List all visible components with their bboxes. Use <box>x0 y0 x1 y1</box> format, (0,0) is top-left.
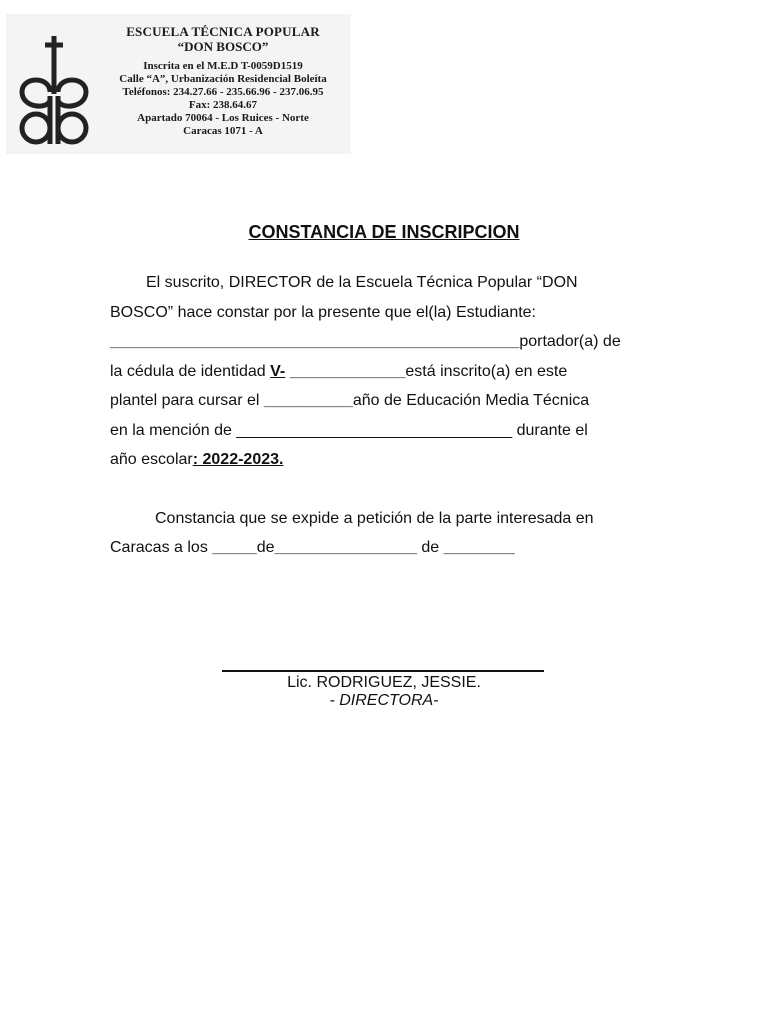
signatory-name: Lic. RODRIGUEZ, JESSIE. <box>287 674 481 691</box>
signatory-role: - DIRECTORA- <box>329 692 439 709</box>
address: Calle “A”, Urbanización Residencial Boleíta <box>119 73 327 85</box>
year-blank: __________ <box>263 392 353 409</box>
paragraph-line <box>110 268 658 298</box>
text: portador(a) de <box>519 333 621 350</box>
text: Constancia que se expide a petición de la parte interesada en <box>155 509 594 527</box>
text: El suscrito, DIRECTOR de la Escuela Técnica Popular “DON <box>146 274 578 291</box>
letterhead <box>6 14 351 154</box>
text: Caracas a los <box>110 539 213 556</box>
paragraph-line <box>110 298 658 328</box>
city: Caracas 1071 - A <box>183 125 263 137</box>
text: en la mención de <box>110 421 237 439</box>
day-blank: _____ <box>212 539 257 556</box>
paragraph-line <box>110 327 658 357</box>
fax: Fax: 238.64.67 <box>188 99 258 111</box>
text: está inscrito(a) en este <box>405 362 568 380</box>
paragraph-line <box>110 357 658 387</box>
year-blank: ________ <box>443 539 515 556</box>
month-blank: ________________ <box>274 539 417 556</box>
letterhead-text <box>98 24 348 138</box>
text: año escolar <box>110 451 193 468</box>
signature-line <box>222 670 544 672</box>
text: plantel para cursar el <box>110 392 264 409</box>
paragraph-line <box>110 533 658 563</box>
school-year: : 2022-2023. <box>192 451 284 468</box>
document-title: CONSTANCIA DE INSCRIPCION <box>248 222 520 242</box>
school-subname: “DON BOSCO” <box>177 39 269 54</box>
paragraph-line <box>110 386 658 416</box>
paragraph-line <box>110 416 658 446</box>
paragraph-line <box>110 504 658 534</box>
student-name-blank: ______________________________________________ <box>110 333 520 350</box>
text: año de Educación Media Técnica <box>352 392 590 409</box>
mention-blank: _______________________________ <box>236 421 513 439</box>
text: la cédula de identidad <box>110 362 271 380</box>
id-prefix: V- <box>270 362 286 380</box>
school-name: ESCUELA TÉCNICA POPULAR <box>126 24 320 39</box>
text: de <box>256 539 275 556</box>
id-number-blank: _____________ <box>285 362 406 380</box>
po-box: Apartado 70064 - Los Ruices - Norte <box>137 112 309 124</box>
paragraph-line <box>110 445 658 475</box>
school-logo-icon <box>14 36 94 148</box>
phones: Teléfonos: 234.27.66 - 235.66.96 - 237.06.95 <box>122 86 324 98</box>
text: durante el <box>512 421 588 439</box>
registration: Inscrita en el M.E.D T-0059D1519 <box>143 60 303 72</box>
text: de <box>416 539 444 556</box>
text: BOSCO” hace constar por la presente que el(la) Estudiante: <box>110 303 536 321</box>
document-body <box>110 268 658 563</box>
